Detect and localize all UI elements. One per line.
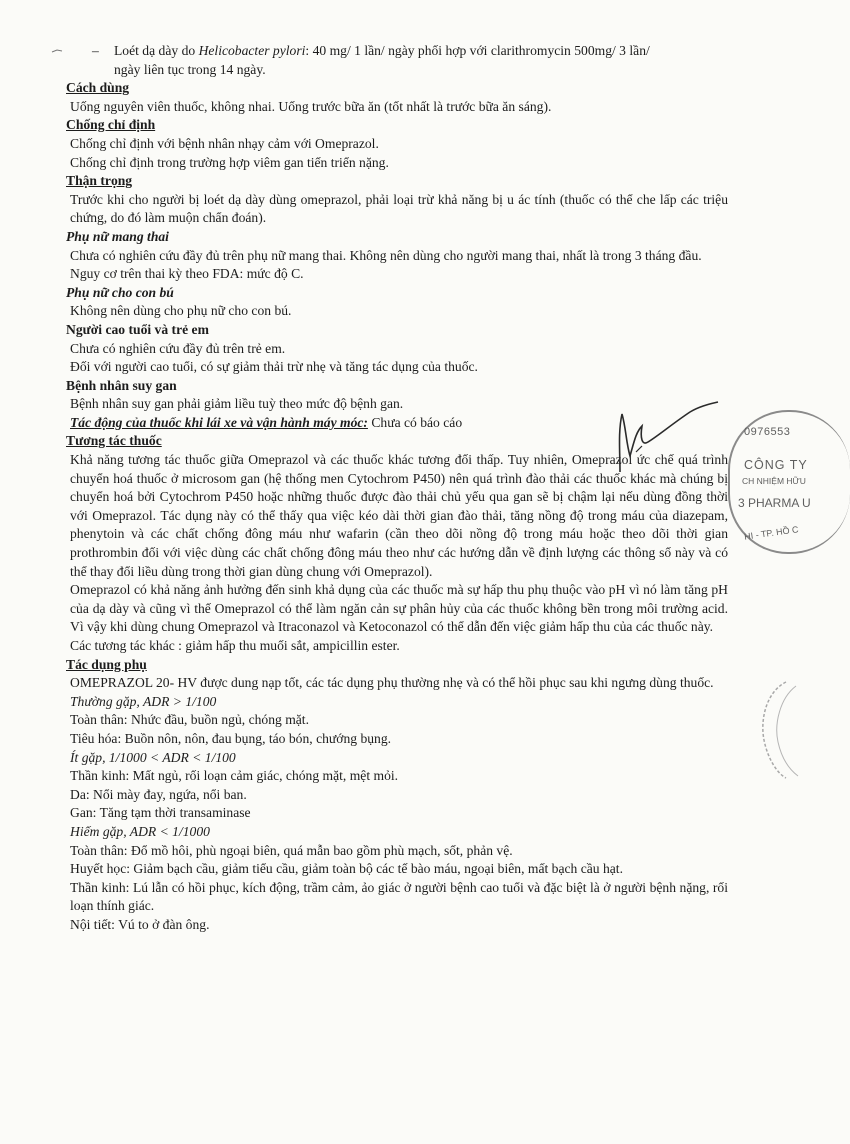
document-body xyxy=(66,42,728,935)
heading-phu-nu-cho-con-bu: Phụ nữ cho con bú xyxy=(66,284,174,300)
para-hg-1: Toàn thân: Đổ mồ hôi, phù ngoại biên, quá mẫn bao gồm phù mạch, sốt, phản vệ. xyxy=(70,842,513,858)
heading-lai-xe: Tác động của thuốc khi lái xe và vận hành máy móc: xyxy=(70,414,368,430)
dosage-text-pre: Loét dạ dày do xyxy=(114,43,199,58)
partial-seal-icon xyxy=(756,680,816,780)
para-cach-dung: Uống nguyên viên thuốc, không nhai. Uống trước bữa ăn (tốt nhất là trước bữa ăn sáng). xyxy=(70,98,552,114)
heading-benh-nhan-suy-gan: Bệnh nhân suy gan xyxy=(66,377,177,393)
heading-cach-dung: Cách dùng xyxy=(66,80,130,96)
stamp-phone: 0976553 xyxy=(744,426,791,438)
para-pnmt-1: Chưa có nghiên cứu đầy đủ trên phụ nữ mang thai. Không nên dùng cho người mang thai, nhất là trong 3 tháng đầu. xyxy=(70,247,702,263)
para-hg-4: Nội tiết: Vú to ở đàn ông. xyxy=(70,916,210,932)
para-ccd-1: Chống chỉ định với bệnh nhân nhạy cảm với Omeprazol. xyxy=(70,135,379,151)
para-tg-2: Tiêu hóa: Buồn nôn, nôn, đau bụng, táo bón, chướng bụng. xyxy=(70,730,392,746)
heading-tac-dung-phu: Tác dụng phụ xyxy=(66,656,147,672)
company-stamp xyxy=(728,410,818,560)
dosage-bullet xyxy=(66,42,728,79)
helicobacter-term: Helicobacter pylori xyxy=(198,43,306,58)
para-ttt-2: Omeprazol có khả năng ảnh hưởng đến sinh khả dụng của các thuốc mà sự hấp thu phụ thuộc vào pH vì nó làm tăng pH của dạ dày và cũng vì thế Omeprazol có thể làm ngăn cản sự phân hủy của các thuốc không bền trong môi trường acid. Vì vậy khi dùng chung Omeprazol và Itraconazol và Ketoconazol có thể dẫn đến việc giảm hấp thu của các thuốc này. xyxy=(70,582,728,635)
para-nct-2: Đối với người cao tuổi, có sự giảm thải trừ nhẹ và tăng tác dụng của thuốc. xyxy=(70,359,478,375)
para-ig-1: Thần kinh: Mất ngủ, rối loạn cảm giác, chóng mặt, mệt mỏi. xyxy=(70,768,399,784)
para-ig-2: Da: Nổi mày đay, ngứa, nổi ban. xyxy=(70,786,247,802)
stamp-line-3: 3 PHARMA U xyxy=(738,496,811,510)
stamp-line-1: CÔNG TY xyxy=(744,458,808,472)
dosage-text-post: : 40 mg/ 1 lần/ ngày phối hợp với clarithromycin 500mg/ 3 lần/ xyxy=(305,43,650,58)
para-ttt-1: Khả năng tương tác thuốc giữa Omeprazol và các thuốc khác tương đối thấp. Tuy nhiên, Omeprazol ức chế quá trình chuyển hoá thuốc ở microsom gan (hệ thống men Cytochrom P450) nên quá trình đào thải các thuốc khác mà chúng bị chuyển hoá bởi Cytochrom P450 hoặc những thuốc được đào thải chủ yếu qua gan sẽ bị chậm lại nếu dùng đồng thời với Omeprazol. Tác dụng này có thể thấy qua việc kéo dài thời gian đào thải, tăng nồng độ trong máu của diazepam, phenytoin và các chất chống đông máu như wafarin (cần theo dõi nồng độ trong máu hoặc theo dõi thời gian prothrombin đối với việc dùng các chất chống đông máu theo như các hướng dẫn về định lượng các thông số này và có thể thay đổi liều dùng trong thời gian dùng chung với Omeprazol). xyxy=(70,452,728,579)
para-hg-2: Huyết học: Giảm bạch cầu, giảm tiểu cầu, giảm toàn bộ các tế bào máu, ngoại biên, mất bạch cầu hạt. xyxy=(70,861,623,877)
para-than-trong: Trước khi cho người bị loét dạ dày dùng omeprazol, phải loại trừ khả năng bị u ác tính (thuốc có thể che lấp các triệu chứng, do đó làm muộn chẩn đoán). xyxy=(70,191,728,226)
heading-tuong-tac-thuoc: Tương tác thuốc xyxy=(66,433,162,449)
heading-it-gap: Ít gặp, 1/1000 < ADR < 1/100 xyxy=(70,749,236,765)
lai-xe-text: Chưa có báo cáo xyxy=(367,414,463,430)
bullet-dash: – xyxy=(92,43,99,58)
para-tdp-1: OMEPRAZOL 20- HV được dung nạp tốt, các tác dụng phụ thường nhẹ và có thể hồi phục sau khi ngưng dùng thuốc. xyxy=(70,675,714,691)
heading-thuong-gap: Thường gặp, ADR > 1/100 xyxy=(70,693,217,709)
para-pncb-1: Không nên dùng cho phụ nữ cho con bú. xyxy=(70,303,292,319)
heading-chong-chi-dinh: Chống chỉ định xyxy=(66,117,156,133)
heading-nguoi-cao-tuoi: Người cao tuổi và trẻ em xyxy=(66,321,209,337)
margin-mark-icon xyxy=(50,44,64,58)
para-pnmt-2: Nguy cơ trên thai kỳ theo FDA: mức độ C. xyxy=(70,266,304,282)
para-tg-1: Toàn thân: Nhức đầu, buồn ngủ, chóng mặt. xyxy=(70,712,309,728)
stamp-line-2: CH NHIỆM HỮU xyxy=(742,476,806,486)
para-hg-3: Thần kinh: Lú lẫn có hồi phục, kích động, trầm cảm, ảo giác ở người bệnh cao tuổi và đặc biệt là ở người bệnh nặng, rối loạn thính giác. xyxy=(70,879,728,914)
handwritten-signature xyxy=(606,402,726,482)
para-ccd-2: Chống chỉ định trong trường hợp viêm gan tiến triển nặng. xyxy=(70,154,389,170)
para-nct-1: Chưa có nghiên cứu đầy đủ trên trẻ em. xyxy=(70,340,286,356)
para-ig-3: Gan: Tăng tạm thời transaminase xyxy=(70,805,251,821)
para-bnsg-1: Bệnh nhân suy gan phải giảm liều tuỳ theo mức độ bệnh gan. xyxy=(70,396,404,412)
heading-than-trong: Thận trọng xyxy=(66,173,133,189)
heading-phu-nu-mang-thai: Phụ nữ mang thai xyxy=(66,228,169,244)
dosage-text-cont: ngày liên tục trong 14 ngày. xyxy=(114,61,266,77)
dosage-bullet-text xyxy=(92,42,728,79)
stamp-line-4: HI - TP. HỒ C xyxy=(743,524,800,542)
para-ttt-3: Các tương tác khác : giảm hấp thu muối sắt, ampicillin ester. xyxy=(70,638,400,653)
heading-hiem-gap: Hiếm gặp, ADR < 1/1000 xyxy=(70,823,210,839)
